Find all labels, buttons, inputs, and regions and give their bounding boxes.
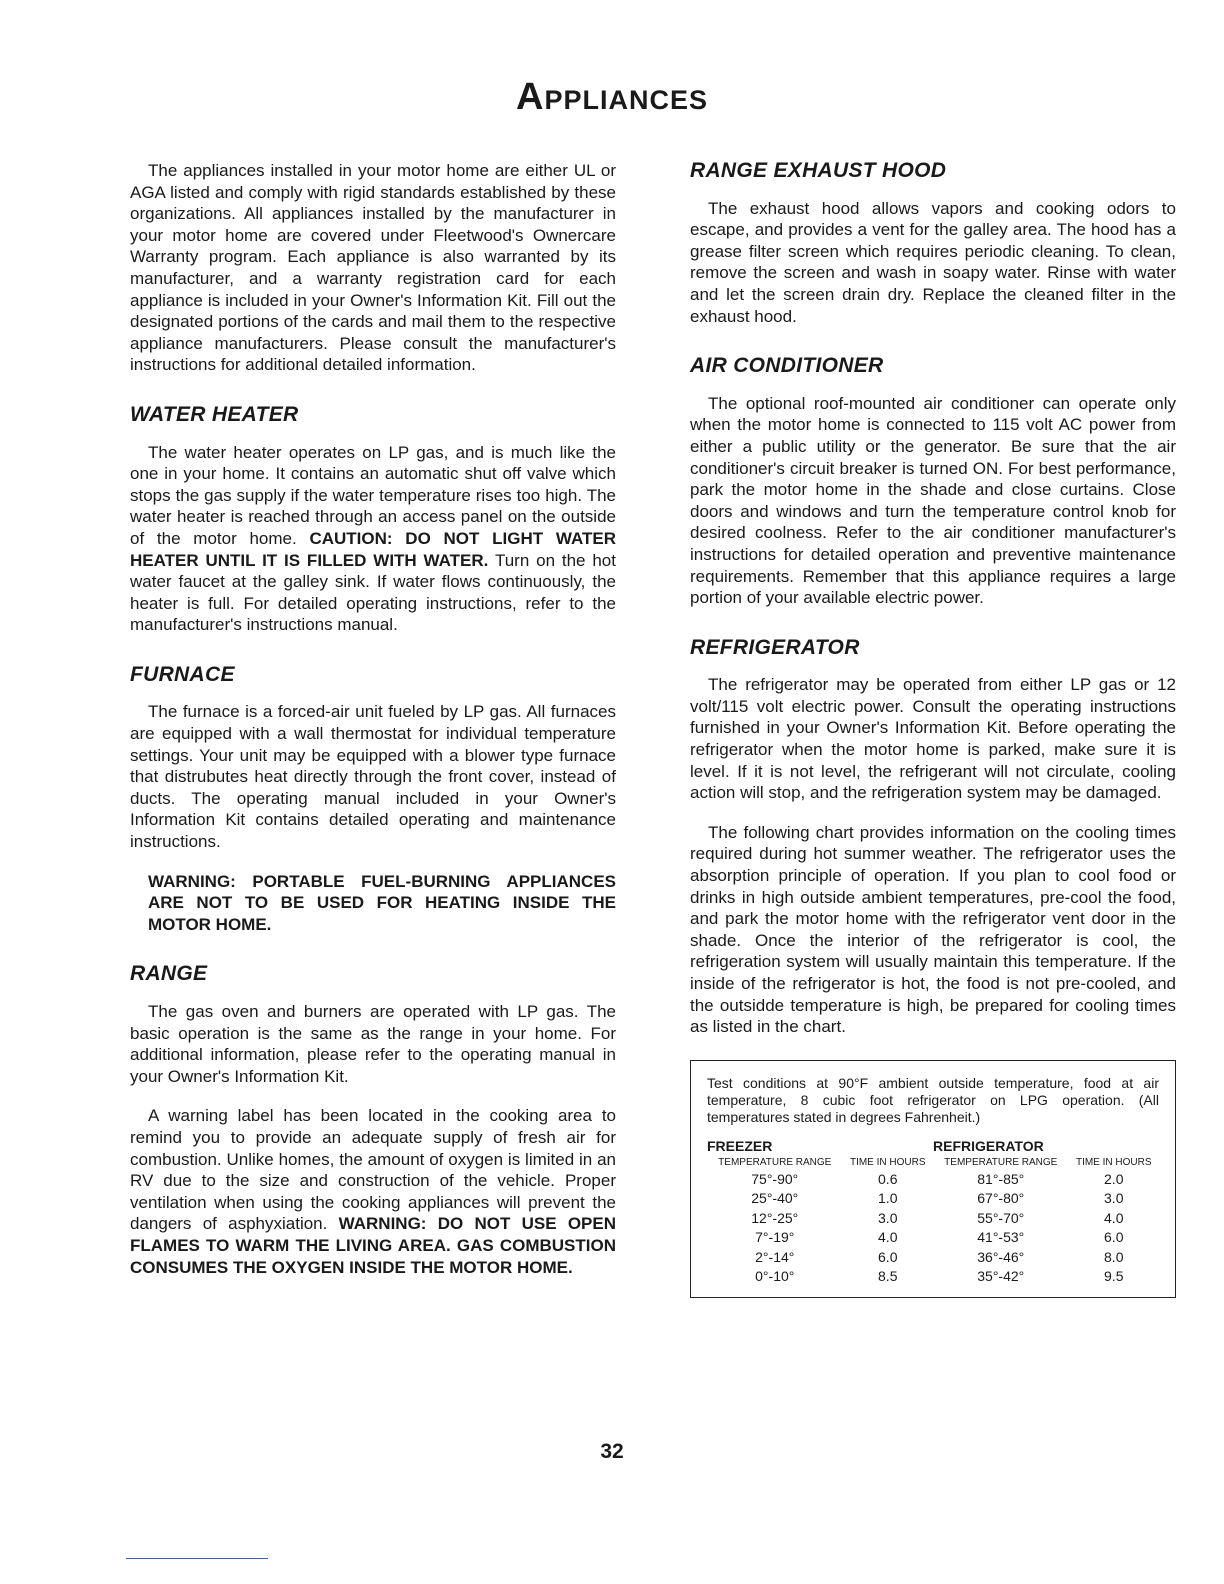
time-cell: 4.0	[1104, 1209, 1124, 1226]
left-column	[130, 160, 616, 1296]
intro-paragraph: The appliances installed in your motor home are either UL or AGA listed and comply with rigid standards established by these organizations. All appliances installed by the manufacturer in your motor home are covered under Fleetwood's Ownercare Warranty program. Each appliance is also warranted by its manufacturer, and a warranty registration card for each appliance is included in your Owner's Information Kit. Fill out the designated portions of the cards and mail them to the respective appliance manufacturers. Please consult the manufacturer's instructions for additional detailed information.	[130, 161, 616, 375]
table-row	[707, 1209, 933, 1229]
furnace-paragraph: The furnace is a forced-air unit fueled by LP gas. All furnaces are equipped with a wall thermostat for individual temperature settings. Your unit may be equipped with a blower type furnace that distrubutes heat directly through the front cover, instead of ducts. The operating manual included in your Owner's Information Kit contains detailed operating and maintenance instructions.	[130, 702, 616, 852]
range-warning: WARNING: DO NOT USE OPEN FLAMES TO WARM THE LIVING AREA. GAS COMBUSTION CONSUMES THE OXYGEN INSIDE THE MOTOR HOME.	[130, 1214, 616, 1277]
water-heater-heading: WATER HEATER	[130, 402, 299, 426]
fridge-paragraph-2: The following chart provides information on the cooling times required during hot summer weather. The refrigerator uses the absorption principle of operation. If you plan to cool food or drinks in high outside ambient temperatures, pre-cool the food, and park the motor home with the refrigerator vent door in the shade. Once the interior of the refrigerator is cool, the refrigeration system will usually maintain this temperature. If the inside of the refrigerator is hot, the food is not pre-cooled, and the outsidde temperature is high, be prepared for cooling times as listed in the chart.	[690, 822, 1176, 1037]
time-cell: 6.0	[878, 1248, 898, 1265]
temp-range-cell: 25°-40°	[751, 1190, 799, 1207]
temp-range-cell: 12°-25°	[751, 1209, 799, 1226]
text: The water heater operates on LP gas, and is much like the one in your home. It contains an automatic shut off valve which stops the gas supply if the water temperature rises too high. The water heater is reached through an access panel on the outside of the motor home.	[130, 442, 616, 548]
furnace-warning: WARNING: PORTABLE FUEL-BURNING APPLIANCES ARE NOT TO BE USED FOR HEATING INSIDE THE MOTOR HOME.	[148, 871, 616, 934]
range-paragraph-1: The gas oven and burners are operated with LP gas. The basic operation is the same as the range in your home. For additional information, please refer to the operating manual in your Owner's Information Kit.	[130, 1002, 616, 1086]
table-row	[933, 1267, 1159, 1287]
table-row	[933, 1228, 1159, 1248]
time-cell: 8.5	[878, 1268, 898, 1285]
hood-paragraph: The exhaust hood allows vapors and cooking odors to escape, and provides a vent for the galley area. The hood has a grease filter screen which requires periodic cleaning. To clean, remove the screen and wash in soapy water. Rinse with water and let the screen drain dry. Replace the cleaned filter in the exhaust hood.	[690, 198, 1176, 326]
time-cell: 1.0	[878, 1190, 898, 1207]
col-temp: TEMPERATURE RANGE	[944, 1156, 1058, 1168]
table-row	[707, 1228, 933, 1248]
time-cell: 0.6	[878, 1170, 898, 1187]
page-number: 32	[600, 1440, 624, 1463]
time-cell: 3.0	[1104, 1190, 1124, 1207]
time-cell: 9.5	[1104, 1268, 1124, 1285]
temp-range-cell: 81°-85°	[977, 1170, 1025, 1187]
text: Turn on the hot water faucet at the galley sink. If water flows continuously, the heater is full. For detailed operating instructions, refer to the manufacturer's instructions manual.	[130, 550, 616, 635]
time-cell: 2.0	[1104, 1170, 1124, 1187]
water-heater-paragraph	[130, 442, 616, 636]
refrigerator-label: REFRIGERATOR	[933, 1137, 1044, 1154]
caution-text: CAUTION: DO NOT LIGHT WATER HEATER UNTIL IT IS FILLED WITH WATER.	[130, 528, 616, 570]
ac-paragraph: The optional roof-mounted air conditioner can operate only when the motor home is connected to 115 volt AC power from either a public utility or the generator. Be sure that the air conditioner's circuit breaker is turned ON. For best performance, park the motor home in the shade and close curtains. Close doors and windows and turn the temperature control knob for desired coolness. Refer to the air conditioner manufacturer's instructions for detailed operation and preventive maintenance requirements. Remember that this appliance requires a large portion of your available electric power.	[690, 393, 1176, 608]
table-row	[933, 1189, 1159, 1209]
range-heading: RANGE	[130, 962, 208, 986]
temp-range-cell: 0°-10°	[755, 1268, 795, 1285]
table-row	[707, 1248, 933, 1268]
temp-range-cell: 2°-14°	[755, 1248, 795, 1265]
right-column	[690, 160, 1176, 1298]
furnace-heading: FURNACE	[130, 662, 235, 686]
range-paragraph-2	[130, 1105, 616, 1278]
col-time: TIME IN HOURS	[1075, 1156, 1152, 1168]
time-cell: 4.0	[878, 1229, 898, 1246]
freezer-table	[707, 1155, 933, 1287]
test-conditions: Test conditions at 90°F ambient outside temperature, food at air temperature, 8 cubic foot refrigerator on LPG operation. (All temperatures stated in degrees Fahrenheit.)	[707, 1074, 1159, 1125]
table-row	[933, 1248, 1159, 1268]
page-title: Appliances	[516, 76, 708, 118]
temp-range-cell: 41°-53°	[977, 1229, 1025, 1246]
time-cell: 8.0	[1104, 1248, 1124, 1265]
refrigerator-table	[933, 1155, 1159, 1287]
divider	[126, 1558, 268, 1559]
freezer-label: FREEZER	[707, 1137, 773, 1154]
ac-heading: AIR CONDITIONER	[690, 354, 884, 378]
table-row	[933, 1170, 1159, 1190]
table-row	[707, 1189, 933, 1209]
temp-range-cell: 67°-80°	[977, 1190, 1025, 1207]
temp-range-cell: 75°-90°	[751, 1170, 799, 1187]
cooling-times-chart	[690, 1060, 1176, 1298]
fridge-paragraph-1: The refrigerator may be operated from either LP gas or 12 volt/115 volt electric power. Consult the operating instructions furnished in your Owner's Information Kit. Before operating the refrigerator when the motor home is parked, make sure it is level. If it is not level, the refrigerant will not circulate, cooling action will stop, and the refrigeration system may be damaged.	[690, 675, 1176, 803]
temp-range-cell: 36°-46°	[977, 1248, 1025, 1265]
refrigerator-section	[933, 1138, 1159, 1287]
temp-range-cell: 7°-19°	[755, 1229, 795, 1246]
col-temp: TEMPERATURE RANGE	[718, 1156, 832, 1168]
table-row	[933, 1209, 1159, 1229]
fridge-heading: REFRIGERATOR	[690, 635, 860, 659]
freezer-section	[707, 1138, 933, 1287]
temp-range-cell: 55°-70°	[977, 1209, 1025, 1226]
col-time: TIME IN HOURS	[849, 1156, 926, 1168]
time-cell: 3.0	[878, 1209, 898, 1226]
temp-range-cell: 35°-42°	[977, 1268, 1025, 1285]
hood-heading: RANGE EXHAUST HOOD	[690, 159, 947, 182]
table-row	[707, 1170, 933, 1190]
text: A warning label has been located in the cooking area to remind you to provide an adequate supply of fresh air for combustion. Unlike homes, the amount of oxygen is limited in an RV due to the size and construction of the vehicle. Proper ventilation when using the cooking appliances will prevent the dangers of asphyxiation.	[130, 1106, 616, 1234]
time-cell: 6.0	[1104, 1229, 1124, 1246]
table-row	[707, 1267, 933, 1287]
